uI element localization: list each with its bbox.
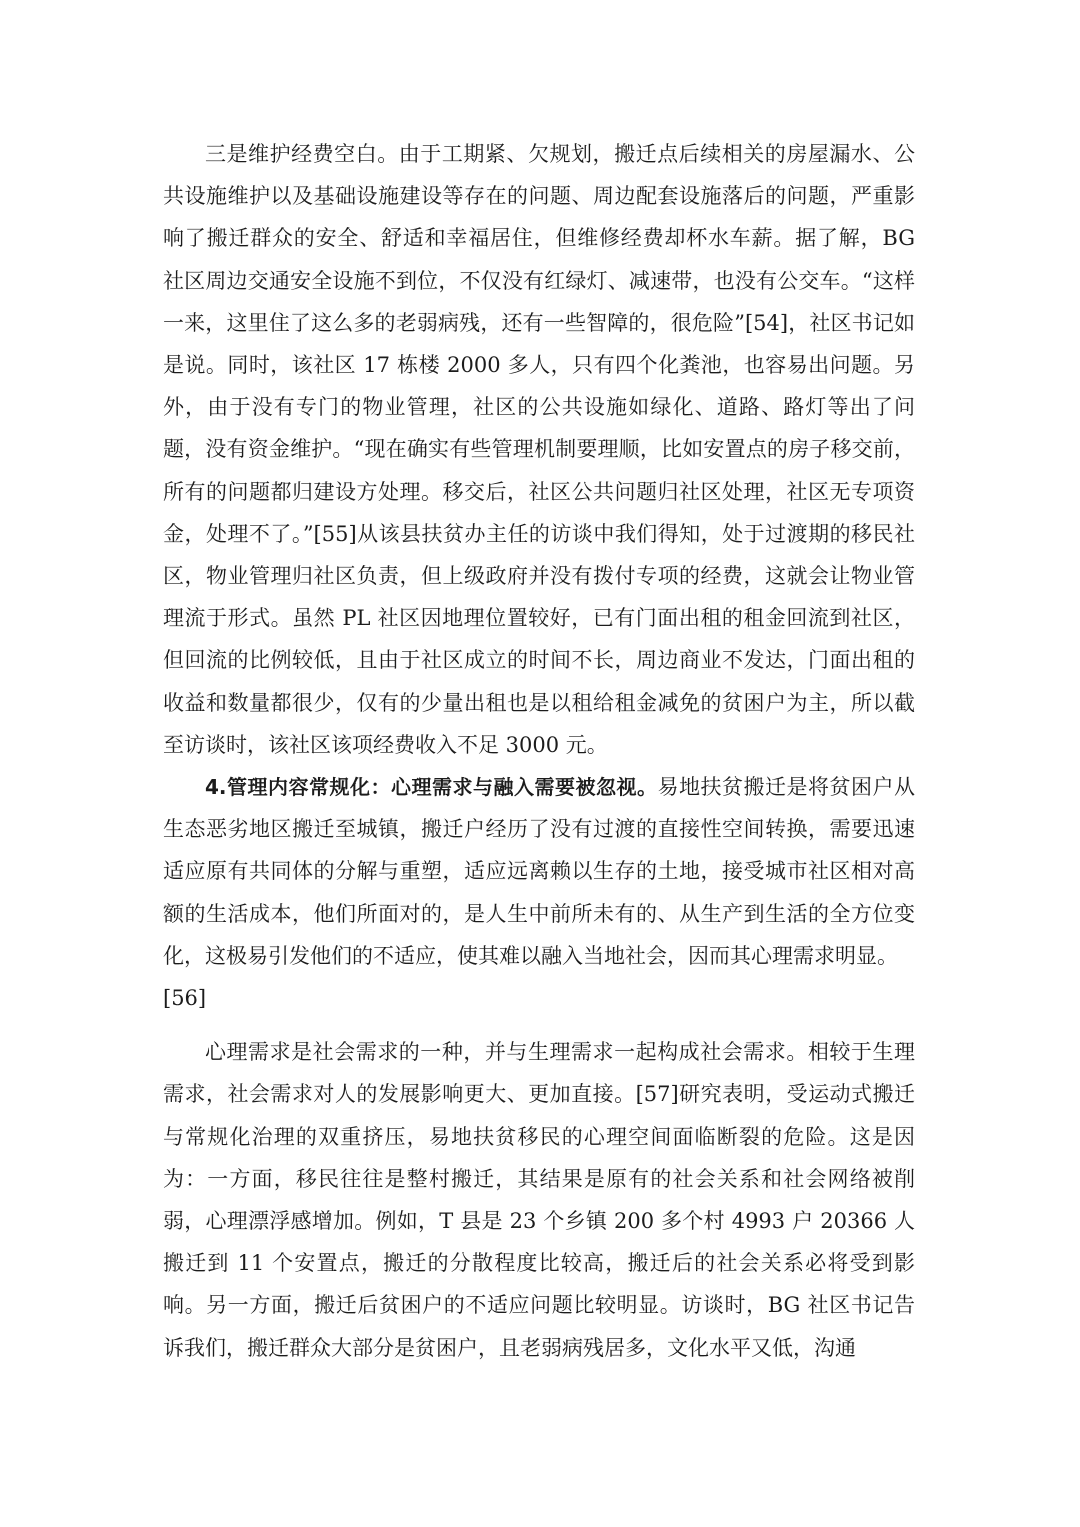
paragraph-psychological-needs: 心理需求是社会需求的一种，并与生理需求一起构成社会需求。相较于生理需求，社会需求对人的发展影响更大、更加直接。[57]研究表明，受运动式搬迁与常规化治理的双重挤压，易地扶贫移民的心理空间面临断裂的危险。这是因为：一方面，移民往往是整村搬迁，其结果是原有的社会关系和社会网络被削弱，心理漂浮感增加。例如，T 县是 23 个乡镇 200 多个村 4993 户 20366 人搬迁到 11 个安置点，搬迁的分散程度比较高，搬迁后的社会关系必将受到影响。另一方面，搬迁后贫困户的不适应问题比较明显。访谈时，BG 社区书记告诉我们，搬迁群众大部分是贫困户，且老弱病残居多，文化水平又低，沟通 — [163, 1040, 915, 1360]
document-body — [163, 133, 915, 1369]
paragraph-management-content — [163, 766, 915, 977]
paragraph-text: 易地扶贫搬迁是将贫困户从生态恶劣地区搬迁至城镇，搬迁户经历了没有过渡的直接性空间转换，需要迅速适应原有共同体的分解与重塑，适应远离赖以生存的土地，接受城市社区相对高额的生活成本，他们所面对的，是人生中前所未有的、从生产到生活的全方位变化，这极易引发他们的不适应，使其难以融入当地社会，因而其心理需求明显。 — [163, 775, 916, 968]
paragraph-maintenance-funds: 三是维护经费空白。由于工期紧、欠规划，搬迁点后续相关的房屋漏水、公共设施维护以及基础设施建设等存在的问题、周边配套设施落后的问题，严重影响了搬迁群众的安全、舒适和幸福居住，但维修经费却杯水车薪。据了解，BG 社区周边交通安全设施不到位，不仅没有红绿灯、减速带，也没有公交车。“这样一来，这里住了这么多的老弱病残，还有一些智障的，很危险”[54]，社区书记如是说。同时，该社区 17 栋楼 2000 多人，只有四个化粪池，也容易出问题。另外，由于没有专门的物业管理，社区的公共设施如绿化、道路、路灯等出了问题，没有资金维护。“现在确实有些管理机制要理顺，比如安置点的房子移交前，所有的问题都归建设方处理。移交后，社区公共问题归社区处理，社区无专项资金，处理不了。”[55]从该县扶贫办主任的访谈中我们得知，处于过渡期的移民社区，物业管理归社区负责，但上级政府并没有拨付专项的经费，这就会让物业管理流于形式。虽然 PL 社区因地理位置较好，已有门面出租的租金回流到社区，但回流的比例较低，且由于社区成立的时间不长，周边商业不发达，门面出租的收益和数量都很少，仅有的少量出租也是以租给租金减免的贫困户为主，所以截至访谈时，该社区该项经费收入不足 3000 元。 — [163, 142, 915, 757]
section-heading: 4.管理内容常规化：心理需求与融入需要被忽视。 — [205, 775, 658, 800]
citation-reference: [56] — [163, 986, 207, 1011]
